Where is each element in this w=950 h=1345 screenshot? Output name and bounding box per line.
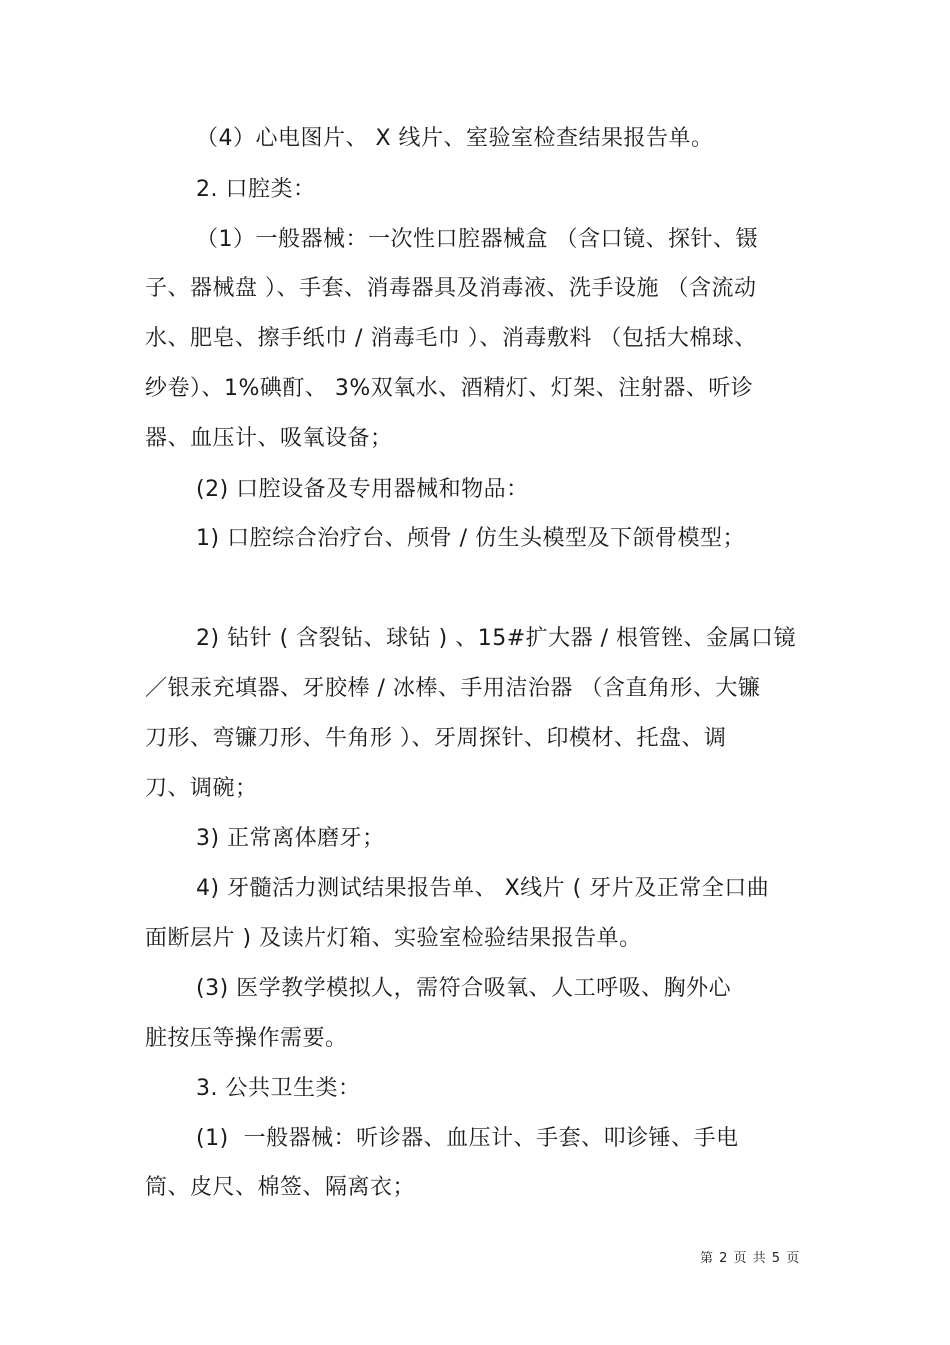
text-line: (1) 一般器械：听诊器、血压计、手套、叩诊锤、手电	[196, 1126, 739, 1151]
text-line: 纱卷）、1%碘酊、 3%双氧水、酒精灯、灯架、注射器、听诊	[145, 376, 754, 401]
text-line: 面断层片 ) 及读片灯箱、实验室检验结果报告单。	[145, 926, 642, 951]
text-line: （4）心电图片、 X 线片、室验室检查结果报告单。	[196, 126, 714, 151]
section-heading: 3. 公共卫生类：	[196, 1076, 361, 1101]
text-line: 筒、皮尺、棉签、隔离衣；	[145, 1175, 416, 1200]
text-line: （1）一般器械：一次性口腔器械盒 （含口镜、探针、镊	[196, 227, 758, 252]
page-number-footer: 第 2 页 共 5 页	[700, 1251, 801, 1266]
text-line: 1) 口腔综合治疗台、颅骨 / 仿生头模型及下颌骨模型；	[196, 526, 745, 551]
text-line: 器、血压计、吸氧设备；	[145, 426, 393, 451]
text-line: 2) 钻针 ( 含裂钻、球钻 ) 、15#扩大器 / 根管锉、金属口镜	[196, 626, 797, 651]
text-line: 3) 正常离体磨牙；	[196, 826, 385, 851]
text-line: 刀、调碗；	[145, 776, 258, 801]
text-line: 子、器械盘 ）、手套、消毒器具及消毒液、洗手设施 （含流动	[145, 276, 757, 301]
text-line: 4) 牙髓活力测试结果报告单、 X线片 ( 牙片及正常全口曲	[196, 876, 770, 901]
text-line: 脏按压等操作需要。	[145, 1026, 348, 1051]
text-line: (3) 医学教学模拟人，需符合吸氧、人工呼吸、胸外心	[196, 976, 732, 1001]
section-heading: 2. 口腔类：	[196, 177, 316, 202]
text-line: 刀形、弯镰刀形、牛角形 ）、牙周探针、印模材、托盘、调	[145, 726, 727, 751]
text-line: (2) 口腔设备及专用器械和物品：	[196, 477, 529, 502]
text-line: 水、肥皂、擦手纸巾 / 消毒毛巾 ）、消毒敷料 （包括大棉球、	[145, 326, 757, 351]
text-line: ／银汞充填器、牙胶棒 / 冰棒、手用洁治器 （含直角形、大镰	[145, 676, 761, 701]
